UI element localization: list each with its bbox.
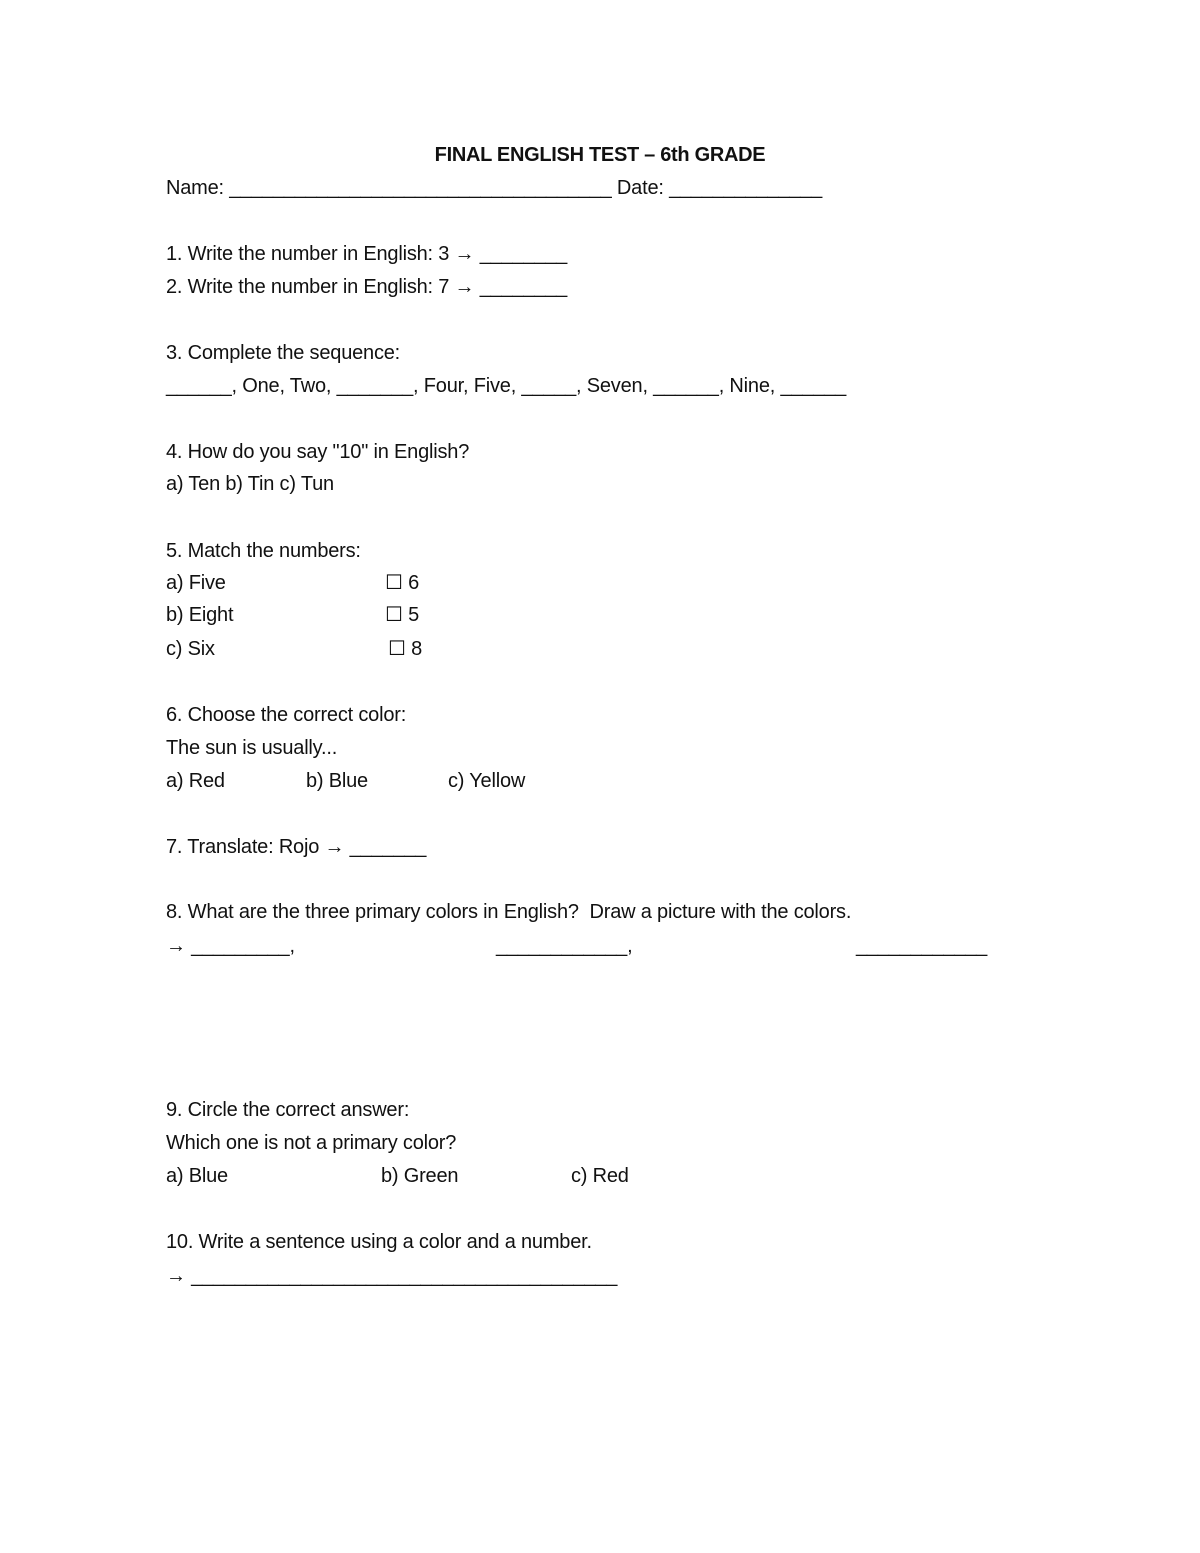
question-6-stem: The sun is usually... [166, 737, 338, 759]
question-4-prompt: 4. How do you say "10" in English? [166, 441, 470, 463]
question-9-option: b) Green [381, 1165, 459, 1187]
question-6-option: b) Blue [306, 770, 368, 792]
question-8-blank: ____________, [496, 935, 633, 957]
question-8-prompt: 8. What are the three primary colors in English? Draw a picture with the colors. [166, 901, 852, 923]
question-3-sequence: ______, One, Two, _______, Four, Five, _____, Seven, ______, Nine, ______ [166, 375, 846, 397]
question-3-prompt: 3. Complete the sequence: [166, 342, 401, 364]
question-8-blank: ____________ [856, 935, 988, 957]
question-9-prompt: 9. Circle the correct answer: [166, 1099, 410, 1121]
match-left-item: b) Eight [166, 604, 234, 626]
match-right-item: ☐ 6 [385, 572, 420, 594]
question-9-option: c) Red [571, 1165, 629, 1187]
question-8-blank: → _________, [166, 935, 295, 957]
match-right-item: ☐ 8 [388, 638, 423, 660]
question-7: 7. Translate: Rojo → _______ [166, 836, 427, 858]
question-6-prompt: 6. Choose the correct color: [166, 704, 407, 726]
question-10-answer-line: → _______________________________________ [166, 1265, 618, 1287]
match-left-item: a) Five [166, 572, 226, 594]
question-10-prompt: 10. Write a sentence using a color and a number. [166, 1231, 592, 1253]
match-left-item: c) Six [166, 638, 215, 660]
test-title: FINAL ENGLISH TEST – 6th GRADE [434, 144, 766, 166]
question-6-option: a) Red [166, 770, 225, 792]
question-6-option: c) Yellow [448, 770, 526, 792]
question-4-options: a) Ten b) Tin c) Tun [166, 473, 334, 495]
name-date-line: Name: ___________________________________ Date: ______________ [166, 177, 823, 199]
question-9-stem: Which one is not a primary color? [166, 1132, 457, 1154]
question-9-option: a) Blue [166, 1165, 228, 1187]
question-2: 2. Write the number in English: 7 → ________ [166, 276, 568, 298]
question-1: 1. Write the number in English: 3 → ________ [166, 243, 568, 265]
match-right-item: ☐ 5 [385, 604, 420, 626]
question-5-prompt: 5. Match the numbers: [166, 540, 361, 562]
